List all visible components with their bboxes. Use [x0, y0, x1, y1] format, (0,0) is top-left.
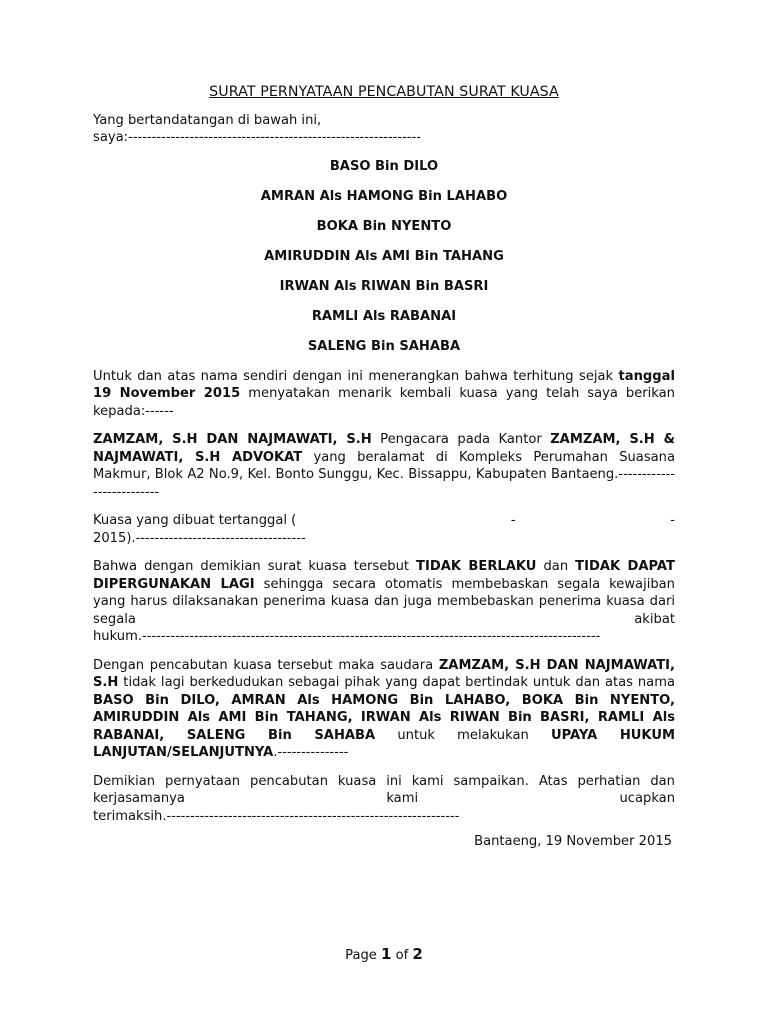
paragraph-text: .--------------- — [273, 745, 349, 760]
paragraph-revocation — [93, 657, 675, 762]
document-page — [93, 84, 675, 851]
of-word: of — [395, 948, 409, 963]
date-separator: - — [510, 513, 516, 528]
paragraph-closing — [93, 773, 675, 826]
paragraph-emphasis: tanggal 19 November 2015 — [93, 368, 675, 401]
page-word: Page — [345, 948, 377, 963]
paragraph-text: hukum.------------------------------------------------------------------------------------------------- — [93, 629, 601, 644]
paragraph-text: Dengan pencabutan kuasa tersebut maka saudara — [93, 657, 439, 673]
date-separator: - — [670, 513, 675, 528]
paragraph-text: sehingga secara otomatis membebaskan segala kewajiban yang harus dilaksanakan penerima kuasa dan juga membebaskan penerima kuasa dari segala akibat — [93, 576, 675, 627]
paragraph-emphasis: TIDAK DAPAT DIPERGUNAKAN LAGI — [93, 559, 675, 592]
paragraph-text: terimaksih.-------------------------------------------------------------- — [93, 808, 460, 824]
paragraph-date — [93, 512, 675, 547]
date-label: Kuasa yang dibuat tertanggal ( — [93, 513, 297, 528]
name-item: BASO Bin DILO — [329, 158, 439, 174]
place-date: Bantaeng, 19 November 2015 — [474, 834, 672, 849]
paragraph-emphasis: ZAMZAM, S.H DAN NAJMAWATI, S.H — [93, 432, 372, 447]
name-item: AMRAN Als HAMONG Bin LAHABO — [260, 188, 508, 204]
paragraph-invalid — [93, 558, 675, 646]
paragraph-attorneys — [93, 431, 675, 501]
names-list — [93, 152, 675, 362]
name-item: RAMLI Als RABANAI — [311, 308, 457, 324]
name-item: SALENG Bin SAHABA — [307, 338, 461, 354]
paragraph-text: Demikian pernyataan pencabutan kuasa ini kami sampaikan. Atas perhatian dan kerjasamanya kami ucapkan — [93, 773, 675, 806]
paragraph-text: Bahwa dengan demikian surat kuasa tersebut — [93, 559, 417, 574]
paragraph-text: dan — [536, 559, 576, 574]
page-number: 1 — [381, 945, 392, 963]
intro-line-1: Yang bertandatangan di bawah ini, — [93, 112, 322, 128]
name-item: AMIRUDDIN Als AMI Bin TAHANG — [264, 248, 504, 264]
paragraph-emphasis: ZAMZAM, S.H DAN NAJMAWATI, S.H — [93, 657, 675, 690]
paragraph-text: tidak lagi berkedudukan sebagai pihak yang dapat bertindak untuk dan atas nama — [118, 675, 675, 690]
paragraph-text: Pengacara pada Kantor — [371, 432, 551, 447]
name-item: IRWAN Als RIWAN Bin BASRI — [279, 278, 489, 294]
document-title: SURAT PERNYATAAN PENCABUTAN SURAT KUASA — [209, 84, 559, 100]
date-year: 2015).------------------------------------ — [93, 530, 306, 546]
paragraph-emphasis: TIDAK BERLAKU — [416, 559, 537, 574]
paragraph-emphasis: BASO Bin DILO, AMRAN Als HAMONG Bin LAHABO, BOKA Bin NYENTO, AMIRUDDIN Als AMI Bin TAHANG, IRWAN Als RIWAN Bin BASRI, RAMLI Als RABANAI, SALENG Bin SAHABA — [93, 692, 675, 743]
paragraph-text: untuk melakukan — [375, 727, 551, 743]
paragraph-statement — [93, 368, 675, 421]
paragraph-text: Untuk dan atas nama sendiri dengan ini menerangkan bahwa terhitung sejak — [93, 368, 619, 384]
intro-line-2: saya:-------------------------------------------------------------- — [93, 130, 421, 145]
paragraph-emphasis: UPAYA HUKUM LANJUTAN/SELANJUTNYA — [93, 727, 675, 760]
name-item: BOKA Bin NYENTO — [316, 218, 452, 234]
paragraph-text: yang beralamat di Kompleks Perumahan Suasana Makmur, Blok A2 No.9, Kel. Bonto Sunggu, Kec. Bissappu, Kabupaten Bantaeng.-------------------------- — [93, 449, 675, 500]
paragraph-emphasis: ZAMZAM, S.H & NAJMAWATI, S.H ADVOKAT — [93, 432, 675, 465]
paragraph-text: menyatakan menarik kembali kuasa yang telah saya berikan kepada:------ — [93, 386, 675, 419]
page-total: 2 — [412, 945, 423, 963]
page-footer — [0, 945, 768, 963]
